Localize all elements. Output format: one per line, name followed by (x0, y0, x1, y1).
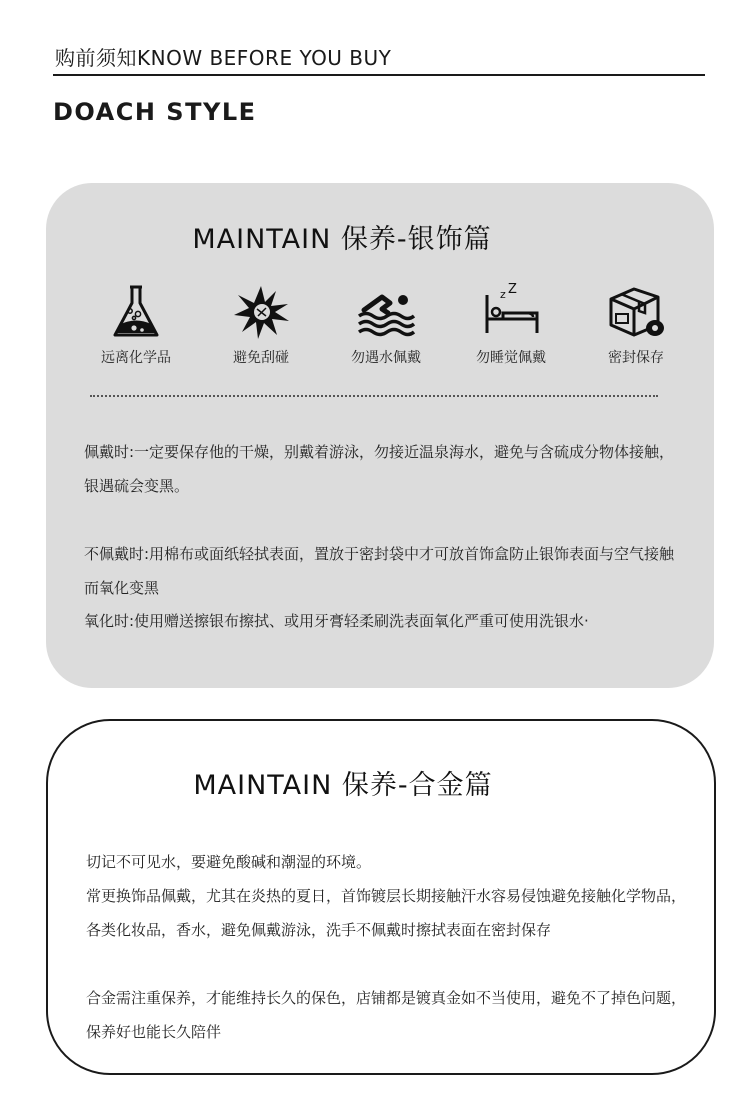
brand-name: DOACH STYLE (53, 98, 257, 126)
sealed-box-icon (606, 283, 666, 341)
scratch-burst-icon (231, 283, 291, 341)
silver-care-card (46, 183, 714, 688)
header-divider (53, 74, 705, 76)
care-label-chemicals: 远离化学品 (101, 350, 171, 366)
silver-paragraph-wearing: 佩戴时:一定要保存他的干燥，别戴着游泳，勿接近温泉海水，避免与含硫成分物体接触，银遇硫会变黑。 (84, 443, 675, 495)
care-label-sealed: 密封保存 (608, 350, 664, 366)
care-item-sealed (576, 283, 696, 373)
alloy-section-title: MAINTAIN 保养-合金篇 (193, 770, 493, 801)
silver-paragraph-oxidized: 氧化时:使用赠送擦银布擦拭、或用牙膏轻柔刷洗表面氧化严重可使用洗银水· (84, 612, 589, 630)
sleeping-bed-icon (481, 283, 541, 341)
page-header-title: 购前须知KNOW BEFORE YOU BUY (55, 46, 392, 70)
care-label-sleep: 勿睡觉佩戴 (476, 350, 546, 366)
svg-text:Z: Z (508, 283, 517, 297)
alloy-paragraph-water: 切记不可见水，要避免酸碱和潮湿的环境。 (86, 853, 372, 871)
care-item-scratch (201, 283, 321, 373)
care-label-scratch: 避免刮碰 (233, 350, 289, 366)
alloy-paragraph-rotate: 常更换饰品佩戴，尤其在炎热的夏日，首饰镀层长期接触汗水容易侵蚀避免接触化学物品，各类化妆品，香水，避免佩戴游泳，洗手不佩戴时擦拭表面在密封保存 (86, 887, 687, 939)
dotted-divider (90, 395, 658, 397)
care-item-chemicals (76, 283, 196, 373)
alloy-care-card (46, 719, 716, 1075)
alloy-paragraph-maintenance: 合金需注重保养，才能维持长久的保色，店铺都是镀真金如不当使用，避免不了掉色问题，保养好也能长久陪伴 (86, 989, 687, 1041)
flask-icon (106, 283, 166, 341)
silver-paragraph-not-wearing: 不佩戴时:用棉布或面纸轻拭表面，置放于密封袋中才可放首饰盒防止银饰表面与空气接触而氧化变黑 (84, 545, 675, 597)
swimmer-icon (356, 283, 416, 341)
care-item-sleep (451, 283, 571, 373)
svg-text:z: z (500, 288, 506, 301)
care-label-water: 勿遇水佩戴 (351, 350, 421, 366)
silver-section-title: MAINTAIN 保养-银饰篇 (192, 224, 492, 255)
care-icons-row (76, 283, 696, 373)
care-item-water (326, 283, 446, 373)
